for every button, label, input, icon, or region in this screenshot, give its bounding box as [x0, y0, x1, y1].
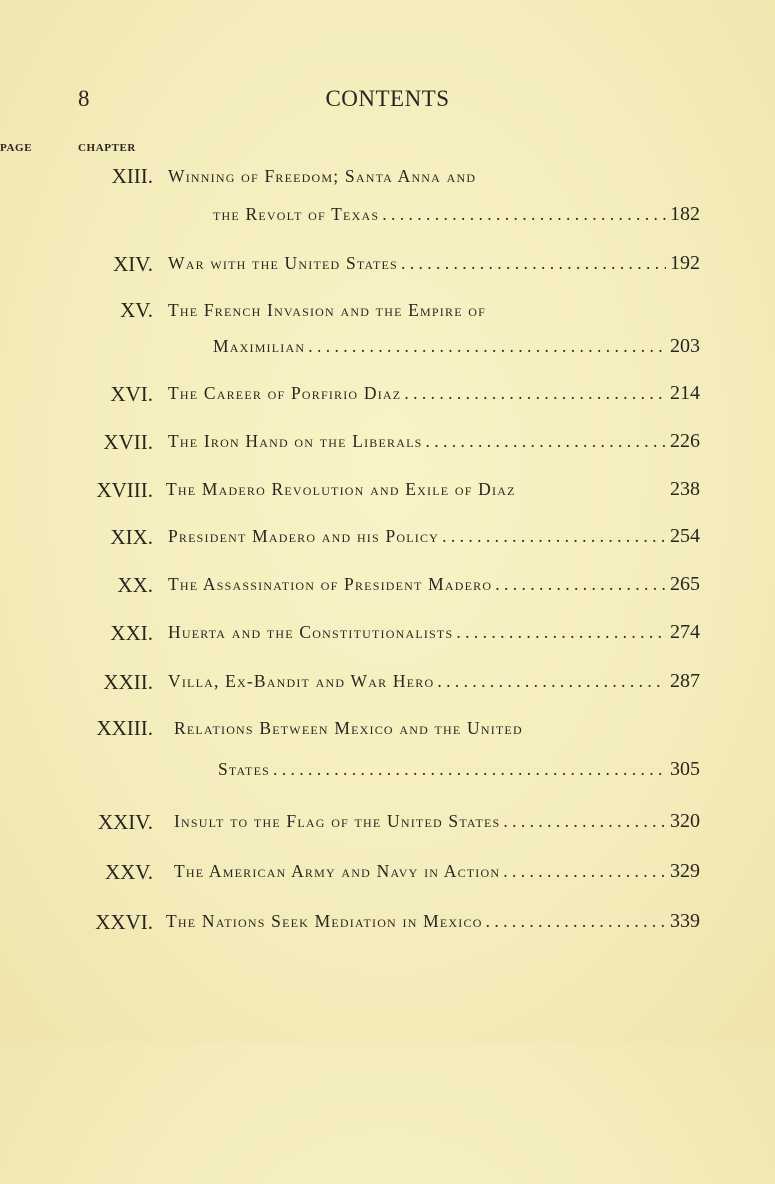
dot-leader — [503, 811, 666, 832]
chapter-column-header: CHAPTER — [78, 142, 136, 154]
dot-leader — [456, 622, 666, 643]
chapter-title: President Madero and his Policy — [168, 526, 440, 546]
dot-leader — [426, 431, 666, 452]
chapter-numeral: XV. — [120, 298, 153, 322]
dot-leader — [401, 253, 666, 274]
chapter-title-line: the Revolt of Texas — [213, 204, 380, 224]
dot-leader — [503, 861, 666, 882]
chapter-numeral: XXV. — [104, 860, 153, 884]
chapter-numeral: XXIV. — [97, 810, 153, 834]
page-ref: 329 — [670, 860, 700, 882]
chapter-numeral: XVIII. — [96, 478, 153, 502]
chapter-title: Insult to the Flag of the United States — [174, 811, 501, 831]
chapter-title: The Iron Hand on the Liberals — [168, 431, 423, 451]
chapter-numeral: XXVI. — [95, 910, 153, 934]
chapter-numeral: XIX. — [110, 525, 153, 549]
chapter-numeral: XVI. — [110, 382, 153, 406]
dot-leader — [273, 759, 666, 780]
chapter-numeral: XXII. — [103, 670, 153, 694]
page-column-header: PAGE — [0, 142, 33, 154]
page-ref: 214 — [670, 382, 700, 404]
toc-entry — [166, 478, 700, 501]
toc-entry — [174, 860, 700, 883]
toc-entry — [218, 758, 700, 781]
dot-leader — [437, 671, 666, 692]
chapter-title: War with the United States — [168, 253, 398, 273]
toc-entry — [168, 525, 700, 548]
page-ref: 265 — [670, 573, 700, 595]
toc-entry — [213, 335, 700, 358]
chapter-numeral: XX. — [117, 573, 153, 597]
page-ref: 254 — [670, 525, 700, 547]
page-ref: 203 — [670, 335, 700, 357]
page-ref: 287 — [670, 670, 700, 692]
page-ref: 339 — [670, 910, 700, 932]
chapter-title-line: Winning of Freedom; Santa Anna and — [168, 166, 477, 186]
dot-leader — [308, 336, 666, 357]
dot-leader — [486, 911, 666, 932]
toc-entry — [213, 203, 700, 226]
dot-leader — [442, 526, 666, 547]
dot-leader — [495, 574, 666, 595]
toc-entry — [168, 573, 700, 596]
page-ref: 305 — [670, 758, 700, 780]
chapter-numeral: XVII. — [103, 430, 153, 454]
chapter-title-line: The French Invasion and the Empire of — [168, 300, 487, 320]
page-ref: 192 — [670, 252, 700, 274]
chapter-title-line: Relations Between Mexico and the United — [174, 718, 523, 738]
chapter-title: Huerta and the Constitutionalists — [168, 622, 454, 642]
page-title: CONTENTS — [325, 86, 450, 111]
toc-entry — [168, 382, 700, 405]
chapter-numeral: XIV. — [113, 252, 153, 276]
toc-entry — [168, 430, 700, 453]
chapter-numeral: XXI. — [110, 621, 153, 645]
dot-leader — [382, 204, 666, 225]
chapter-title-line: Maximilian — [213, 336, 306, 356]
page-ref: 320 — [670, 810, 700, 832]
chapter-title: The Nations Seek Mediation in Mexico — [166, 911, 483, 931]
toc-entry — [166, 910, 700, 933]
chapter-title: The Madero Revolution and Exile of Diaz — [166, 479, 516, 499]
page-ref: 238 — [670, 478, 700, 500]
chapter-title: The Career of Porfirio Diaz — [168, 383, 402, 403]
dot-leader — [404, 383, 666, 404]
page-ref: 182 — [670, 203, 700, 225]
toc-entry — [174, 810, 700, 833]
chapter-title: Villa, Ex-Bandit and War Hero — [168, 671, 435, 691]
toc-entry — [168, 252, 700, 275]
chapter-numeral: XXIII. — [96, 716, 153, 740]
chapter-title: The Assassination of President Madero — [168, 574, 493, 594]
chapter-title-line: States — [218, 759, 270, 779]
toc-entry — [168, 670, 700, 693]
page-ref: 226 — [670, 430, 700, 452]
chapter-title: The American Army and Navy in Action — [174, 861, 501, 881]
page-number: 8 — [78, 86, 90, 111]
page-ref: 274 — [670, 621, 700, 643]
toc-entry — [168, 621, 700, 644]
chapter-numeral: XIII. — [111, 164, 153, 188]
